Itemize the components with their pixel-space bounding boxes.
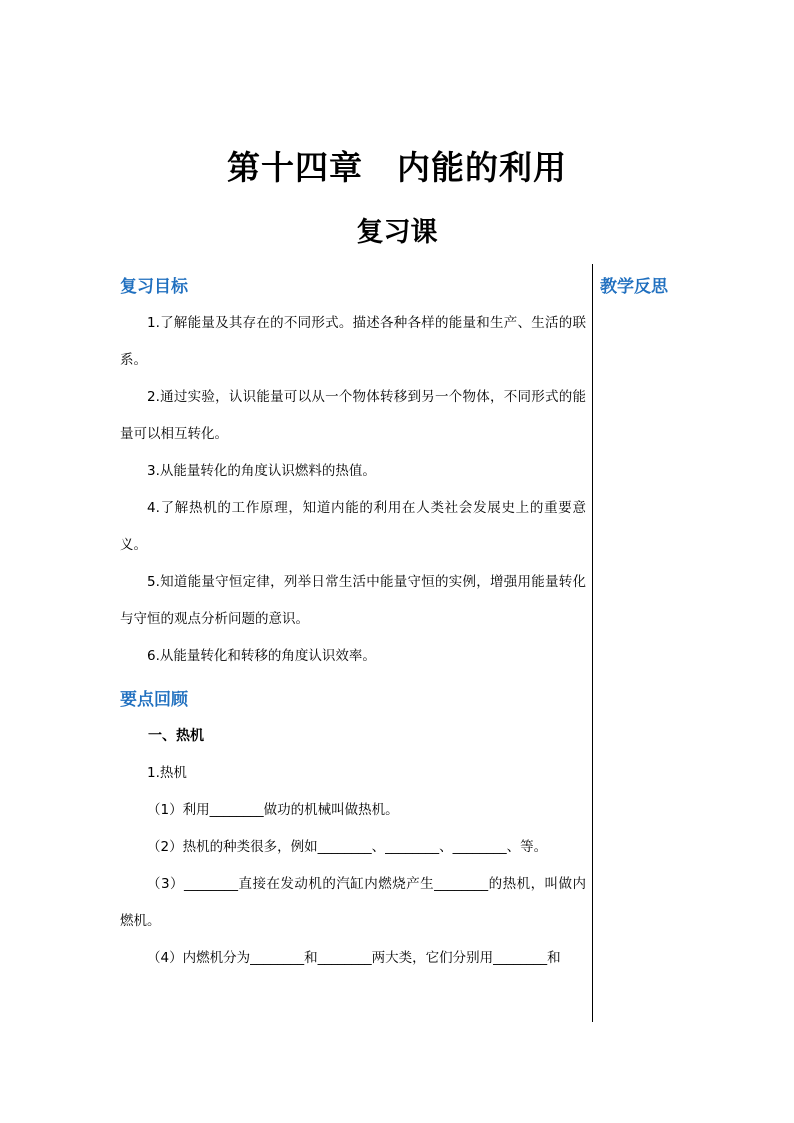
goal-item: 6.从能量转化和转移的角度认识效率。 [147,648,376,664]
main-content [120,272,586,977]
review-item: （2）热机的种类很多，例如________、________、________、等。 [147,839,548,855]
goal-item: 3.从能量转化的角度认识燃料的热值。 [147,463,376,479]
review-item: （1）利用________做功的机械叫做热机。 [147,802,399,818]
review-heading: 要点回顾 [120,690,188,710]
goal-item: 4.了解热机的工作原理，知道内能的利用在人类社会发展史上的重要意义。 [120,500,586,553]
page-title: 第十四章 内能的利用 [227,148,567,187]
goals-heading: 复习目标 [120,277,188,297]
teaching-reflection-heading: 教学反思 [600,277,668,297]
goal-item: 5.知道能量守恒定律，列举日常生活中能量守恒的实例，增强用能量转化与守恒的观点分析问题的意识。 [120,574,586,627]
column-divider [592,264,593,1022]
review-item: （4）内燃机分为________和________两大类，它们分别用________和 [147,950,561,966]
page-subtitle: 复习课 [356,217,438,248]
goal-item: 2.通过实验，认识能量可以从一个物体转移到另一个物体，不同形式的能量可以相互转化。 [120,389,586,442]
review-item: 1.热机 [147,765,187,781]
goal-item: 1.了解能量及其存在的不同形式。描述各种各样的能量和生产、生活的联系。 [120,315,586,368]
review-subheading: 一、热机 [148,728,204,744]
review-item: （3）________直接在发动机的汽缸内燃烧产生________的热机，叫做内燃机。 [120,876,586,929]
